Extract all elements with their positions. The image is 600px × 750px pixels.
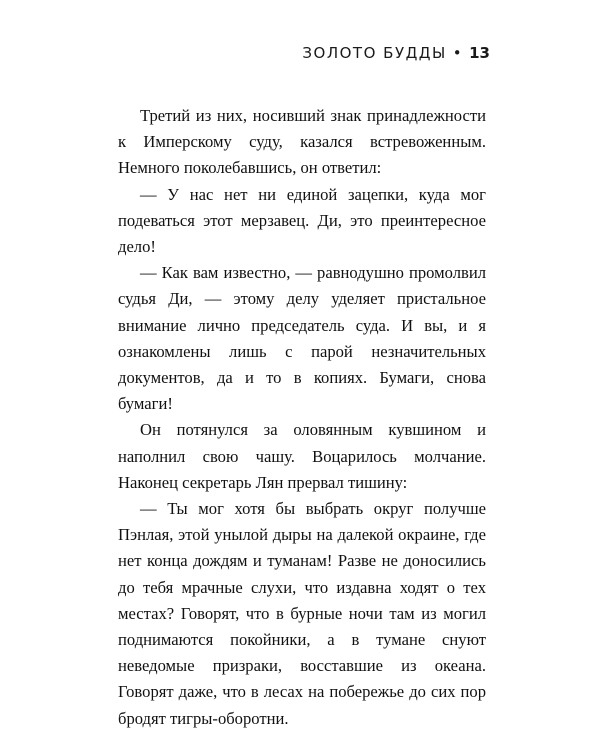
paragraph: — Как вам известно, — равнодушно промолвил судья Ди, — этому делу уделяет пристальное внимание лично председатель суда. И вы, и я ознакомлены лишь с парой незначительных документов, да и то в копиях. Бумаги, снова бумаги! <box>118 263 486 414</box>
paragraph: — Ты мог хотя бы выбрать округ получше Пэнлая, этой унылой дыры на далекой окраине, где нет конца дождям и туманам! Разве не доносились до тебя мрачные слухи, что издавна ходят о тех местах? Говорят, что в бурные ночи там из могил поднимаются покойники, а в тумане снуют неведомые призраки, восставшие из океана. Говорят даже, что в лесах на побережье до сих пор бродят тигры-оборотни. <box>118 499 486 728</box>
page-number: 13 <box>469 44 490 62</box>
body-text <box>118 103 486 732</box>
paragraph: Он потянулся за оловянным кувшином и наполнил свою чашу. Воцарилось молчание. Наконец секретарь Лян прервал тишину: <box>118 420 486 492</box>
header-separator: • <box>452 44 464 62</box>
paragraph: — У нас нет ни единой зацепки, куда мог подеваться этот мерзавец. Ди, это преинтересное дело! <box>118 184 486 257</box>
paragraph: Третий из них, носивший знак принадлежности к Имперскому суду, казался встревоженным. Немного поколебавшись, он ответил: <box>118 106 486 178</box>
running-header <box>302 44 490 62</box>
book-title: ЗОЛОТО БУДДЫ <box>302 44 447 62</box>
